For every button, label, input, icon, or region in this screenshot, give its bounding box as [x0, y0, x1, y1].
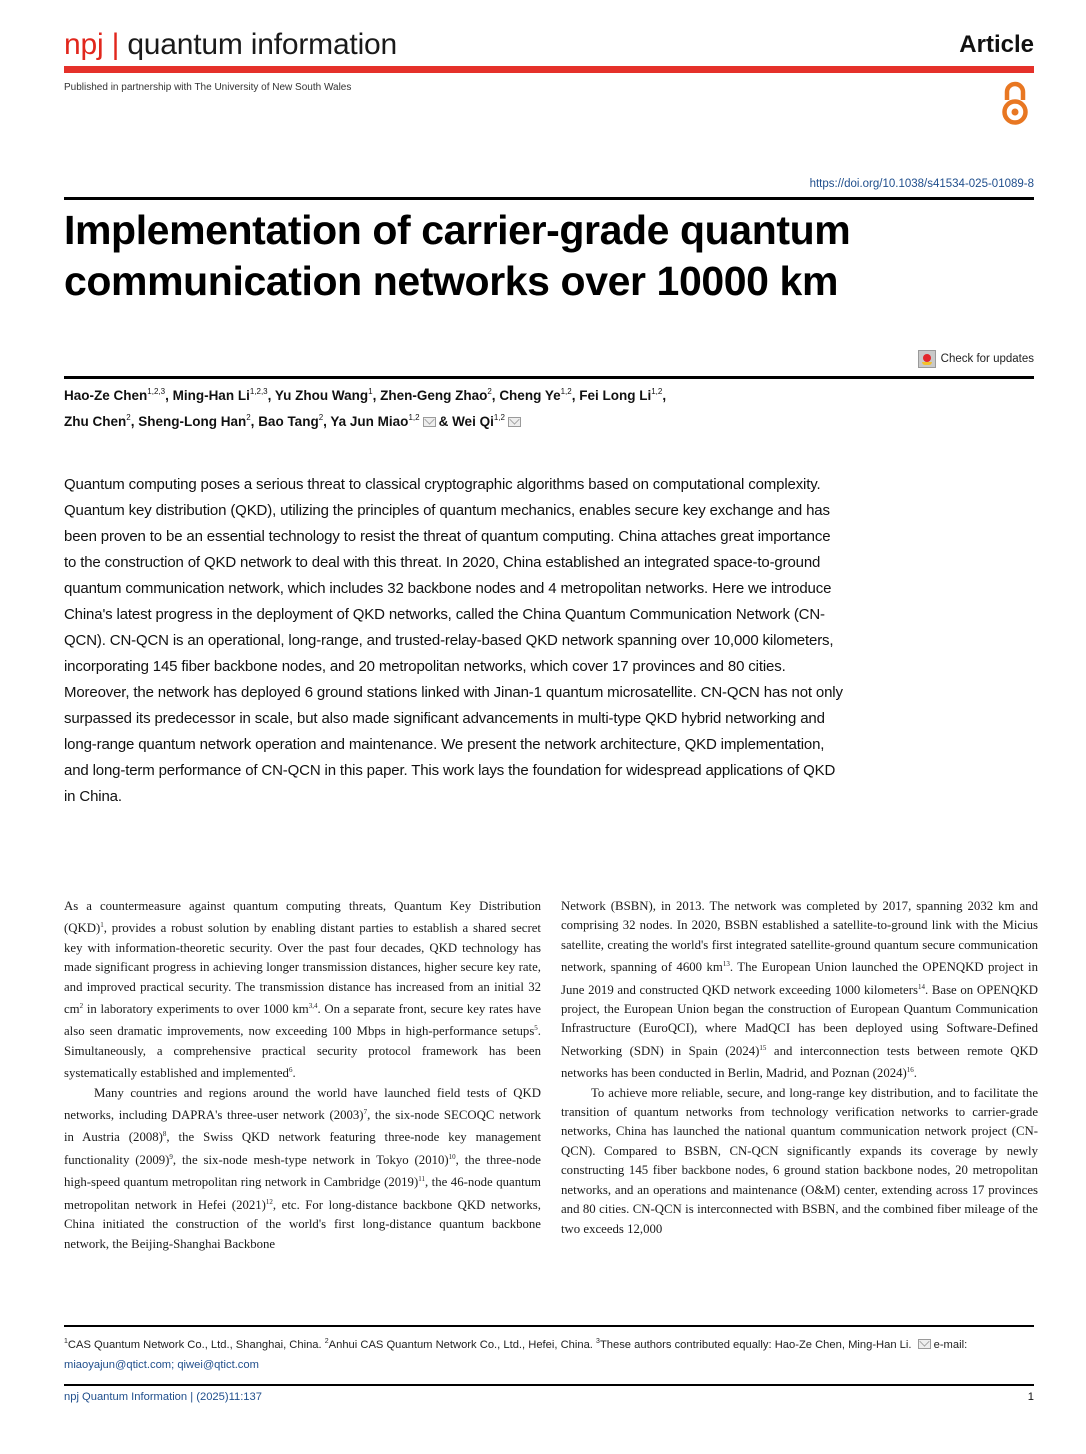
mail-icon[interactable]: [423, 417, 436, 427]
separator: ,: [267, 388, 275, 403]
author-affiliation: 2: [487, 387, 492, 396]
author-affiliation: 1: [368, 387, 373, 396]
citation[interactable]: 3,4: [308, 1002, 318, 1011]
author-affiliation: 2: [318, 413, 324, 422]
citation[interactable]: 10: [448, 1152, 456, 1161]
author-affiliation: 1,2,3: [249, 387, 268, 396]
citation[interactable]: 15: [759, 1043, 767, 1052]
mail-icon: [918, 1339, 931, 1349]
check-for-updates-label: Check for updates: [940, 353, 1034, 365]
author-affiliation: 1,2: [408, 413, 420, 422]
citation[interactable]: 9: [169, 1152, 173, 1161]
author-name[interactable]: Zhen-Geng Zhao: [380, 388, 488, 403]
author-name[interactable]: Ya Jun Miao: [330, 414, 409, 429]
journal-name: [64, 28, 397, 62]
citation[interactable]: 8: [162, 1130, 167, 1139]
separator: ,: [491, 388, 500, 403]
author-name[interactable]: Ming-Han Li: [172, 388, 250, 403]
authors-rule: [64, 376, 1034, 379]
affiliation-number: 1: [64, 1338, 68, 1345]
body-paragraph: Network (BSBN), in 2013. The network was completed by 2017, spanning 2032 km and comprising 32 nodes. In 2020, BSBN established a satellite-to-ground link with the Micius satellite, creating the world's first integrated satellite-ground quantum secure communication network, spanning of 4600 $km^{13}$. The European Union launched the OPENQKD project in June 2019 and constructed QKD network exceeding 1000 kilometers$^{14}$. Base on OPENQKD project, the European Union began the construction of European Quantum Communication Infrastructure (EuroQCI), where MadQCI has been deployed using Software-Defined Networking (SDN) in Spain $(2024)^{15}$ and interconnection tests between remote QKD networks has been conducted in Berlin, Madrid, and Poznan $(2024)^{16}$.: [561, 899, 1038, 1081]
equal-contribution-note: These authors contributed equally: Hao-Ze Chen, Ming-Han Li.: [599, 1339, 915, 1351]
affiliations: [64, 1332, 1034, 1375]
affiliation: Anhui CAS Quantum Network Co., Ltd., Hefei, China.: [328, 1339, 597, 1351]
title-rule: [64, 197, 1034, 200]
article-title: Implementation of carrier-grade quantum communication networks over 10000 km: [64, 207, 851, 304]
page-number: 1: [1027, 1391, 1034, 1403]
author-affiliation: 1,2: [651, 387, 663, 396]
separator: ,: [250, 414, 259, 429]
separator: ,: [165, 388, 173, 403]
body-column-right: [561, 897, 1038, 1239]
citation[interactable]: 14: [917, 982, 925, 991]
separator: ,: [372, 388, 381, 403]
citation[interactable]: 6: [288, 1066, 293, 1075]
separator: ,: [130, 414, 139, 429]
journal-separator: |: [111, 28, 120, 61]
body-column-left: [64, 897, 541, 1254]
abstract: Quantum computing poses a serious threat to classical cryptographic algorithms based on computational complexity. Quantum key distribution (QKD), utilizing the principles of quantum mechanics, enables secure key exchange and has been proven to be an essential technology to resist the threat of quantum computing. China attaches great importance to the construction of QKD network to deal with this threat. In 2020, China established an integrated space-to-ground quantum communication network, which includes 32 backbone nodes and 4 metropolitan networks. Here we introduce China's latest progress in the deployment of QKD networks, called the China Quantum Communication Network (CN-QCN). CN-QCN is an operational, long-range, and trusted-relay-based QKD network spanning over 10,000 kilometers, incorporating 145 fiber backbone nodes, and 20 metropolitan networks, which cover 17 provinces and 80 cities. Moreover, the network has deployed 6 ground stations linked with Jinan-1 quantum microsatellite. CN-QCN has not only surpassed its predecessor in scale, but also made significant advancements in multi-type QKD hybrid networking and long-range quantum network operation and maintenance. We present the network architecture, QKD implementation, and long-term performance of CN-QCN in this paper. This work lays the foundation for widespread applications of QKD in China.: [64, 476, 843, 805]
author-affiliation: 1,2,3: [147, 387, 166, 396]
author-name[interactable]: Yu Zhou Wang: [274, 388, 369, 403]
author-name[interactable]: Zhu Chen: [64, 414, 127, 429]
affiliation-number: 3: [596, 1338, 600, 1345]
citation[interactable]: 1: [100, 921, 104, 930]
check-for-updates-button[interactable]: [918, 350, 1034, 368]
doi-link[interactable]: https://doi.org/10.1038/s41534-025-01089-8: [809, 178, 1034, 190]
separator: ,: [571, 388, 580, 403]
open-access-icon: [1000, 80, 1030, 126]
superscript: 2: [79, 1002, 84, 1011]
article-type: Article: [959, 31, 1034, 58]
check-for-updates-icon: [918, 350, 936, 368]
email-label: e-mail:: [933, 1339, 968, 1351]
body-paragraph: To achieve more reliable, secure, and long-range key distribution, and to facilitate the transition of quantum networks from technology verification networks to carrier-grade networks, China has launched the national quantum communication network project (CN-QCN). Compared to BSBN, CN-QCN significantly expands its coverage by newly constructing 145 fiber backbone nodes, 6 ground station backbone nodes, 20 metropolitan networks, and an operations and maintenance (O&M) center, extending across 17 provinces and 80 cities. CN-QCN is interconnected with BSBN, and the combined fiber mileage of the two exceeds 12,000: [561, 1085, 1038, 1236]
author-name[interactable]: Sheng-Long Han: [138, 414, 247, 429]
separator: ,: [323, 414, 331, 429]
body-paragraph: Many countries and regions around the world have launched field tests of QKD networks, including DAPRA's three-user network $(2003)^7$, the six-node SECOQC network in Austria $(2008)^8$, the Swiss QKD network featuring three-node key management functionality $(2009)^9$, the six-node mesh-type network in Tokyo $(2010)^{10}$, the three-node high-speed quantum metropolitan ring network in Cambridge $(2019)^{11}$, the 46-node quantum metropolitan network in Hefei $(2021)^{12}$, etc. For long-distance backbone QKD networks, China initiated the construction of the world's first long-distance quantum backbone network, the Beijing-Shanghai Backbone: [64, 1085, 541, 1251]
partnership-note: Published in partnership with The University of New South Wales: [64, 82, 352, 93]
citation[interactable]: 5: [534, 1024, 538, 1033]
author-name[interactable]: Fei Long Li: [579, 388, 652, 403]
author-affiliation: 1,2: [493, 413, 505, 422]
footer-rule: [64, 1384, 1034, 1386]
mail-icon[interactable]: [508, 417, 521, 427]
affiliation-number: 2: [324, 1338, 329, 1345]
journal-title: quantum information: [127, 28, 397, 61]
author-affiliation: 1,2: [560, 387, 572, 396]
citation[interactable]: 7: [363, 1108, 368, 1117]
author-affiliation: 2: [246, 413, 251, 422]
email-links[interactable]: miaoyajun@qtict.com; qiwei@qtict.com: [64, 1359, 259, 1371]
citation[interactable]: 13: [722, 960, 730, 969]
author-name[interactable]: Wei Qi: [452, 414, 494, 429]
author-name[interactable]: Bao Tang: [258, 414, 319, 429]
separator: ,: [662, 388, 667, 403]
body-paragraph: As a countermeasure against quantum computing threats, Quantum Key Distribution (QKD)$^1$, provides a robust solution by enabling distant parties to establish a shared secret key with information-theoretic security. Over the past four decades, QKD technology has made significant progress in achieving longer transmission distances, higher secure key rate, and improved practical security. The transmission distance has increased from an initial 32 $cm^2$ in laboratory experiments to over 1000 km$^{3,4}$. On a separate front, secure key rates have also seen dramatic improvements, now exceeding 100 Mbps in high-performance setups$^5$. Simultaneously, a comprehensive practical security protocol framework has been systematically established and implemented$^6$.: [64, 899, 541, 1081]
journal-brand: npj: [64, 28, 104, 61]
header-rule: [64, 66, 1034, 73]
author-list: [64, 381, 844, 433]
citation[interactable]: 11: [418, 1175, 425, 1184]
journal-citation[interactable]: npj Quantum Information | (2025)11:137: [64, 1391, 262, 1403]
citation[interactable]: 12: [265, 1197, 273, 1206]
author-affiliation: 2: [126, 413, 131, 422]
separator: &: [438, 414, 453, 429]
author-name[interactable]: Hao-Ze Chen: [64, 388, 148, 403]
author-name[interactable]: Cheng Ye: [499, 388, 561, 403]
footnote-rule: [64, 1325, 1034, 1327]
affiliation: CAS Quantum Network Co., Ltd., Shanghai, China.: [67, 1339, 325, 1351]
citation[interactable]: 16: [906, 1066, 914, 1075]
